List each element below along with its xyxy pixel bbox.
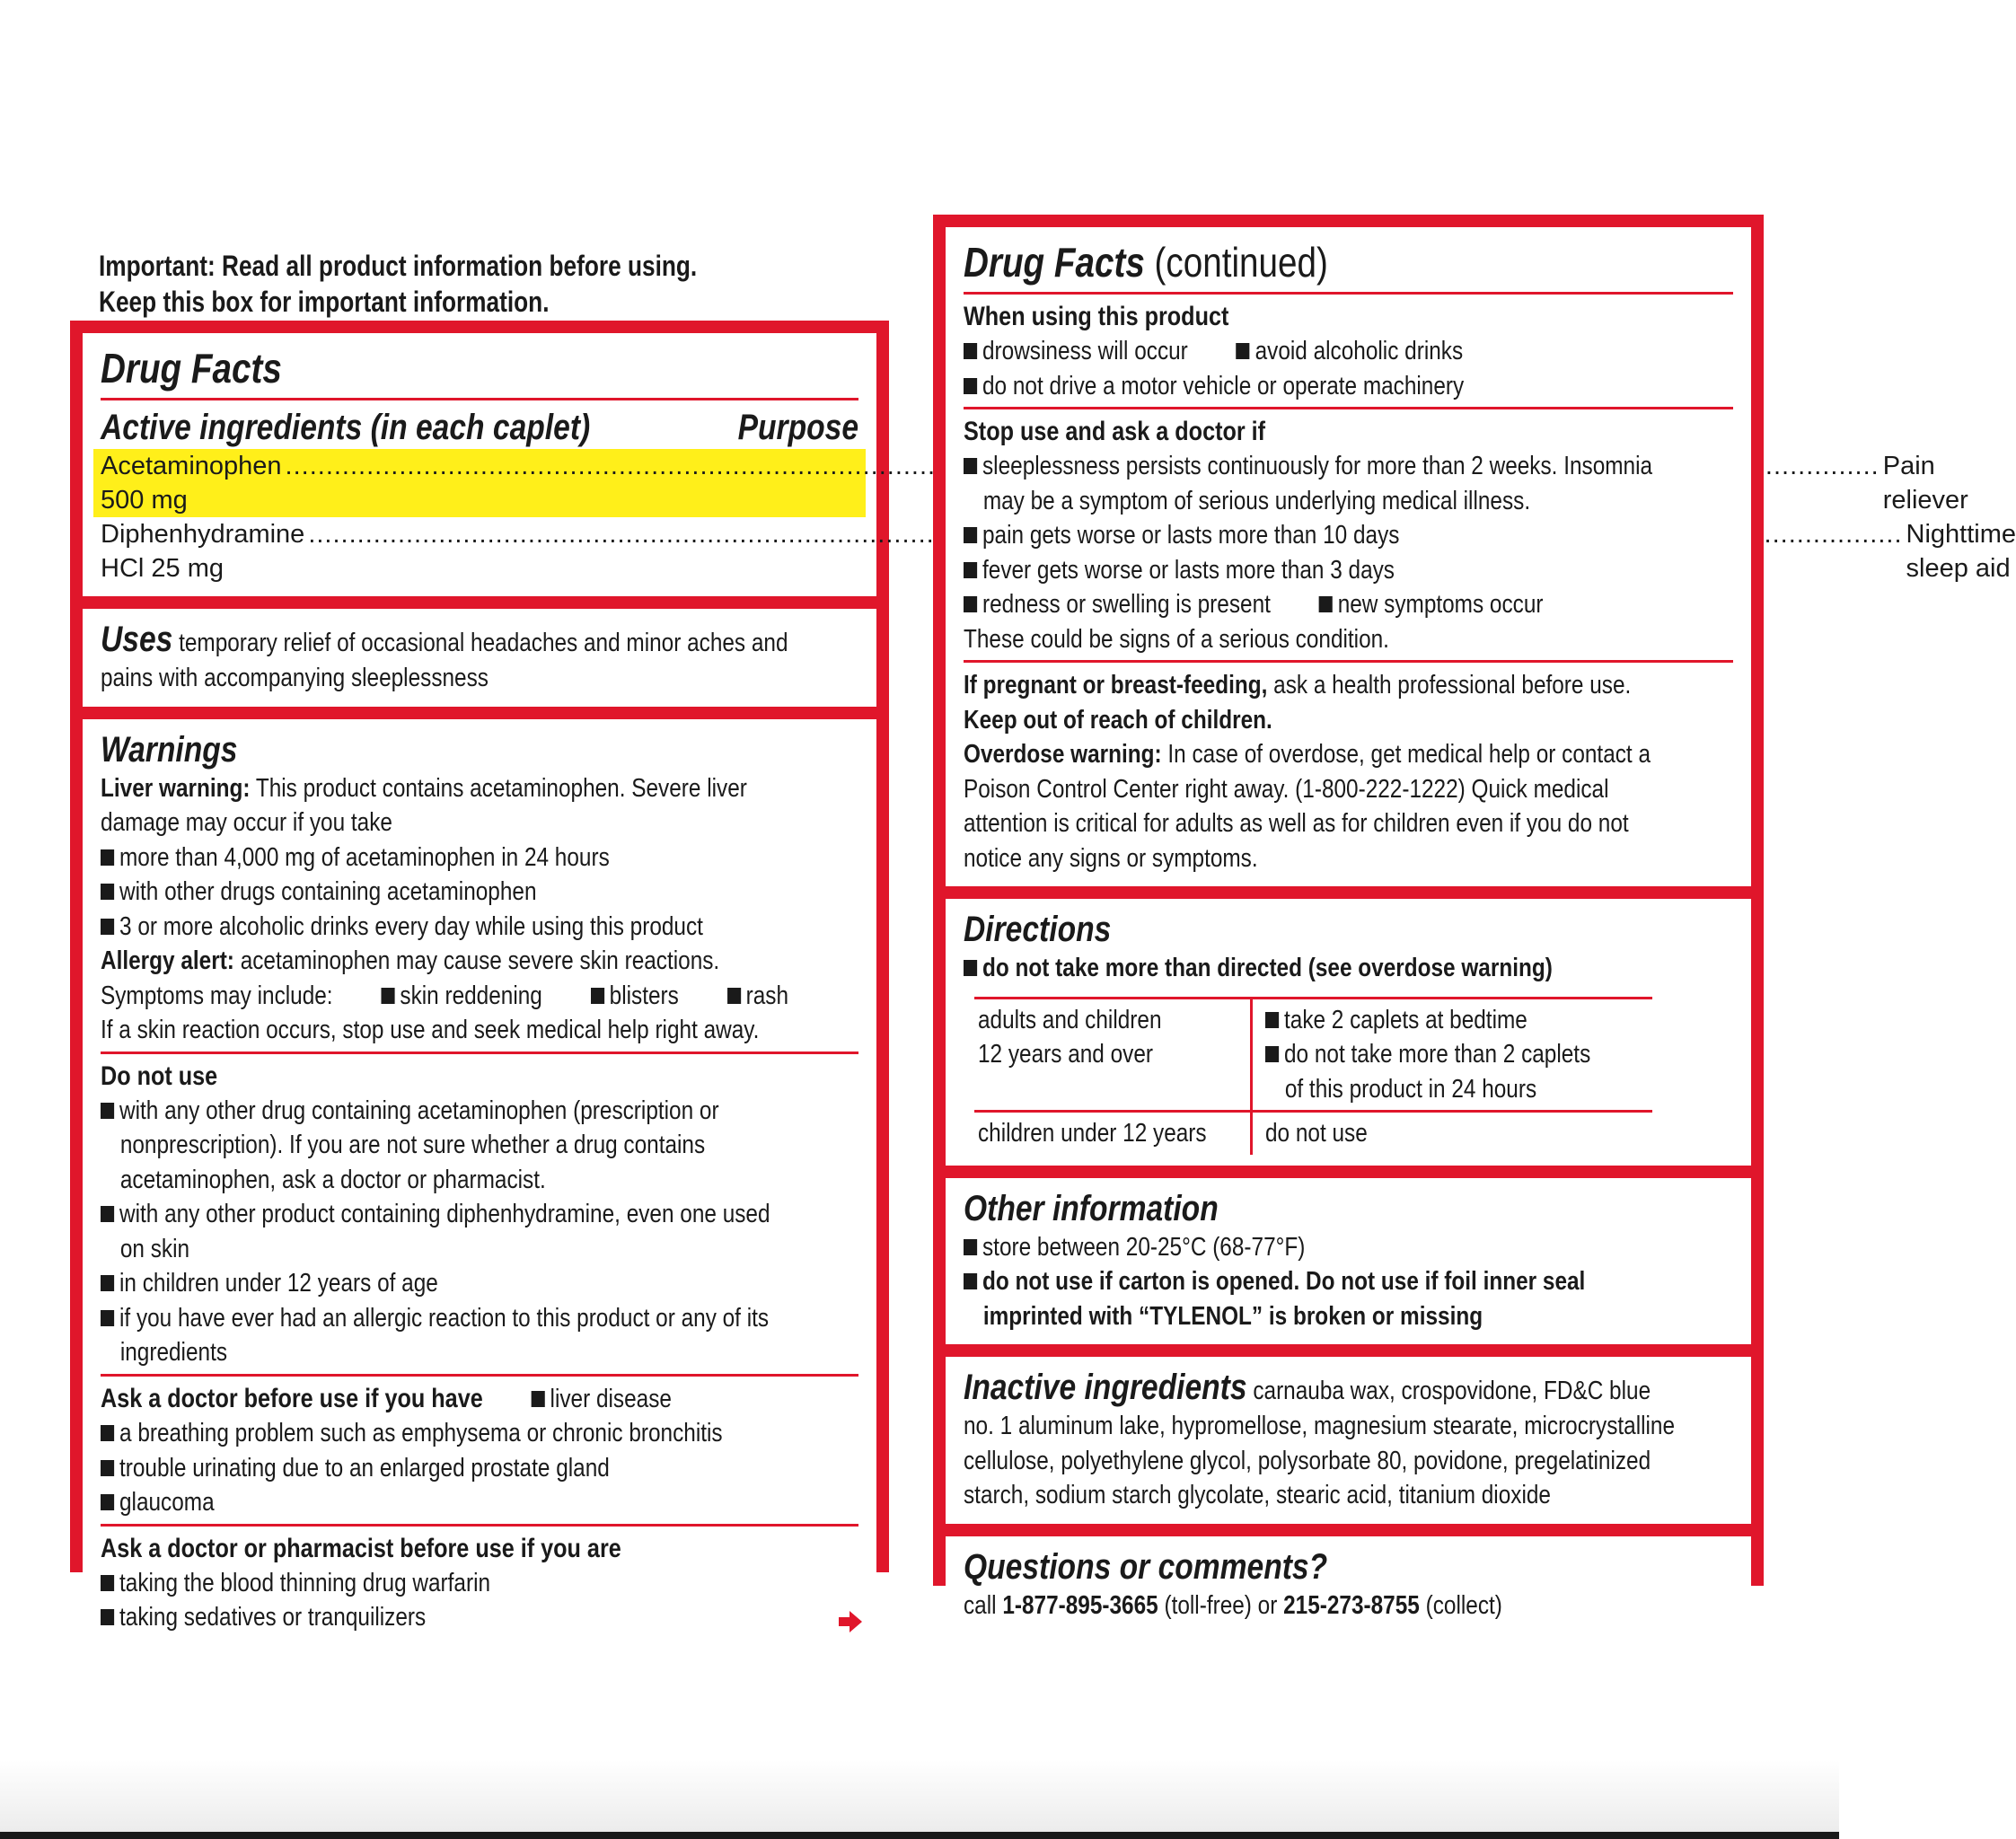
age-group-cell — [974, 998, 1252, 1112]
collect-phone: 215-273-8755 — [1283, 1590, 1420, 1620]
inactive-ingredients-text: carnauba wax, crospovidone, FD&C blue — [1253, 1377, 1651, 1405]
dosage-item: take 2 caplets at bedtime — [1265, 1003, 1590, 1038]
drug-facts-title: Drug Facts — [101, 345, 282, 392]
when-using-item: do not drive a motor vehicle or operate machinery — [964, 369, 1610, 404]
pregnant-text: ask a health professional before use. — [1273, 671, 1632, 700]
overdose-text-2: Poison Control Center right away. (1-800-222-1222) Quick medical — [964, 774, 1609, 804]
liver-bullet: 3 or more alcoholic drinks every day while using this product — [101, 910, 737, 945]
when-using-line — [964, 334, 1610, 369]
important-notice — [99, 248, 697, 320]
inactive-ingredients-text-4: starch, sodium starch glycolate, stearic acid, titanium dioxide — [964, 1481, 1551, 1509]
allergy-text: acetaminophen may cause severe skin reactions. — [240, 946, 720, 975]
important-line-1: Important: Read all product information before using. — [99, 250, 698, 282]
when-using-item: avoid alcoholic drinks — [1237, 337, 1464, 365]
ask-doctor-item: a breathing problem such as emphysema or chronic bronchitis — [101, 1416, 737, 1451]
overdose-text: In case of overdose, get medical help or contact a — [1167, 740, 1651, 769]
ingredient-purpose: Nighttime sleep aid — [1906, 520, 2016, 583]
active-ingredients-header — [101, 406, 858, 449]
background-band — [0, 1760, 1839, 1839]
age-group-text: adults and children — [978, 1005, 1162, 1034]
toll-free-phone: 1-877-895-3665 — [1002, 1590, 1158, 1620]
ask-pharmacist-item: taking the blood thinning drug warfarin — [101, 1566, 737, 1601]
do-not-use-item: in children under 12 years of age — [101, 1266, 737, 1301]
dosage-cell — [1252, 1112, 1653, 1155]
ask-doctor-header — [101, 1382, 737, 1417]
liver-bullet: with other drugs containing acetaminophen — [101, 875, 737, 910]
liver-bullet: more than 4,000 mg of acetaminophen in 24 hours — [101, 840, 737, 876]
continued-arrow-icon — [837, 1608, 864, 1635]
questions-line — [964, 1588, 1610, 1623]
uses-section — [83, 609, 876, 707]
other-information-title: Other information — [964, 1188, 1219, 1228]
do-not-use-item-cont: ingredients — [119, 1338, 228, 1367]
important-line-2: Keep this box for important information. — [99, 286, 550, 318]
age-group-text: 12 years and over — [978, 1040, 1154, 1069]
do-not-use-item: with any other drug containing acetaminophen (prescription or — [101, 1094, 737, 1129]
stop-use-item: new symptoms occur — [1319, 590, 1544, 619]
ask-doctor-item: glaucoma — [101, 1485, 737, 1520]
do-not-use-item: with any other product containing diphenhydramine, even one used — [101, 1197, 737, 1232]
overdose-label: Overdose warning: — [964, 740, 1162, 769]
active-ingredients-title: Active ingredients (in each caplet) — [101, 408, 591, 447]
symptoms-label: Symptoms may include: — [101, 981, 333, 1010]
symptoms-line — [101, 979, 789, 1014]
purpose-title: Purpose — [737, 408, 858, 447]
when-using-item: drowsiness will occur — [964, 337, 1188, 365]
liver-warning-label: Liver warning: — [101, 773, 251, 803]
liver-warning-text: This product contains acetaminophen. Severe liver — [255, 773, 747, 803]
do-not-use-title: Do not use — [101, 1060, 218, 1091]
table-row — [974, 1112, 1652, 1155]
stop-use-item-cont: may be a symptom of serious underlying medical illness. — [982, 486, 1531, 515]
directions-section — [946, 899, 1751, 1166]
stop-use-item: redness or swelling is present — [964, 590, 1271, 619]
stop-use-item: sleeplessness persists continuously for more than 2 weeks. Insomnia — [964, 449, 1610, 484]
age-group-cell — [974, 1112, 1252, 1155]
drug-facts-panel-right — [933, 215, 1764, 1620]
age-group-text: children under 12 years — [978, 1119, 1207, 1148]
ask-doctor-inline-item: liver disease — [532, 1385, 672, 1413]
stop-use-line — [964, 587, 1610, 622]
questions-section — [946, 1536, 1751, 1634]
warnings-section — [83, 719, 876, 1646]
directions-main: do not take more than directed (see overdose warning) — [964, 951, 1610, 986]
skin-reaction-text: If a skin reaction occurs, stop use and seek medical help right away. — [101, 1016, 760, 1044]
inactive-ingredients-section — [946, 1357, 1751, 1524]
ingredient-name: Diphenhydramine HCl 25 mg — [101, 520, 305, 583]
drug-facts-continued-title — [964, 236, 1610, 288]
overdose-text-4: notice any signs or symptoms. — [964, 843, 1258, 873]
liver-warning-text-2: damage may occur if you take — [101, 808, 392, 837]
uses-text: temporary relief of occasional headaches and minor aches and — [179, 629, 788, 657]
symptom-item: blisters — [591, 981, 679, 1010]
ask-doctor-item: trouble urinating due to an enlarged prostate gland — [101, 1451, 737, 1486]
stop-use-item: fever gets worse or lasts more than 3 days — [964, 553, 1610, 588]
toll-free-label: (toll-free) or — [1164, 1590, 1278, 1620]
other-info-item: do not use if carton is opened. Do not use if foil inner seal — [964, 1264, 1610, 1299]
stop-use-title: Stop use and ask a doctor if — [964, 417, 1266, 446]
stop-use-item: pain gets worse or lasts more than 10 days — [964, 518, 1610, 553]
do-not-use-item-cont: on skin — [119, 1234, 190, 1263]
ingredient-purpose: Pain reliever — [1882, 452, 1968, 515]
symptom-item: rash — [727, 981, 788, 1010]
uses-text-2: pains with accompanying sleeplessness — [101, 664, 489, 692]
ingredient-name: Acetaminophen 500 mg — [101, 452, 282, 515]
dosage-text: do not use — [1265, 1119, 1368, 1148]
pregnant-label: If pregnant or breast-feeding, — [964, 671, 1268, 700]
serious-condition-text: These could be signs of a serious condition. — [964, 624, 1389, 654]
warnings-title: Warnings — [101, 729, 238, 770]
inactive-ingredients-text-3: cellulose, polyethylene glycol, polysorbate 80, povidone, pregelatinized — [964, 1446, 1651, 1475]
other-information-section — [946, 1178, 1751, 1345]
collect-label: (collect) — [1425, 1590, 1502, 1620]
keep-out-of-reach: Keep out of reach of children. — [964, 705, 1272, 735]
do-not-use-item-cont: acetaminophen, ask a doctor or pharmacist. — [119, 1165, 546, 1194]
warnings-continued-section — [946, 227, 1751, 886]
drug-facts-title: Drug Facts — [964, 239, 1145, 286]
ask-doctor-title: Ask a doctor before use if you have — [101, 1383, 483, 1413]
do-not-use-item: if you have ever had an allergic reaction to this product or any of its — [101, 1301, 737, 1336]
uses-title: Uses — [101, 620, 173, 659]
allergy-label: Allergy alert: — [101, 946, 234, 975]
other-info-item: store between 20-25°C (68-77°F) — [964, 1230, 1610, 1265]
ask-pharmacist-item: taking sedatives or tranquilizers — [101, 1600, 737, 1635]
dosage-cell — [1252, 998, 1653, 1112]
do-not-use-item-cont: nonprescription). If you are not sure whether a drug contains — [119, 1131, 706, 1159]
continued-label: (continued) — [1154, 239, 1328, 286]
inactive-ingredients-text-2: no. 1 aluminum lake, hypromellose, magnesium stearate, microcrystalline — [964, 1412, 1676, 1440]
when-using-title: When using this product — [964, 302, 1229, 331]
table-row — [974, 998, 1652, 1112]
dosage-item: do not take more than 2 caplets — [1265, 1037, 1590, 1072]
directions-title: Directions — [964, 910, 1112, 949]
questions-title: Questions or comments? — [964, 1546, 1328, 1587]
call-label: call — [964, 1590, 997, 1620]
inactive-ingredients-title: Inactive ingredients — [964, 1368, 1247, 1407]
bottom-edge — [0, 1832, 1839, 1839]
ask-pharmacist-title: Ask a doctor or pharmacist before use if you are — [101, 1533, 621, 1563]
symptom-item: skin reddening — [381, 981, 541, 1010]
other-info-item-cont: imprinted with “TYLENOL” is broken or missing — [982, 1301, 1483, 1331]
dosage-item-cont: of this product in 24 hours — [1284, 1074, 1537, 1104]
overdose-text-3: attention is critical for adults as well as for children even if you do not — [964, 809, 1629, 838]
directions-table — [974, 997, 1652, 1155]
